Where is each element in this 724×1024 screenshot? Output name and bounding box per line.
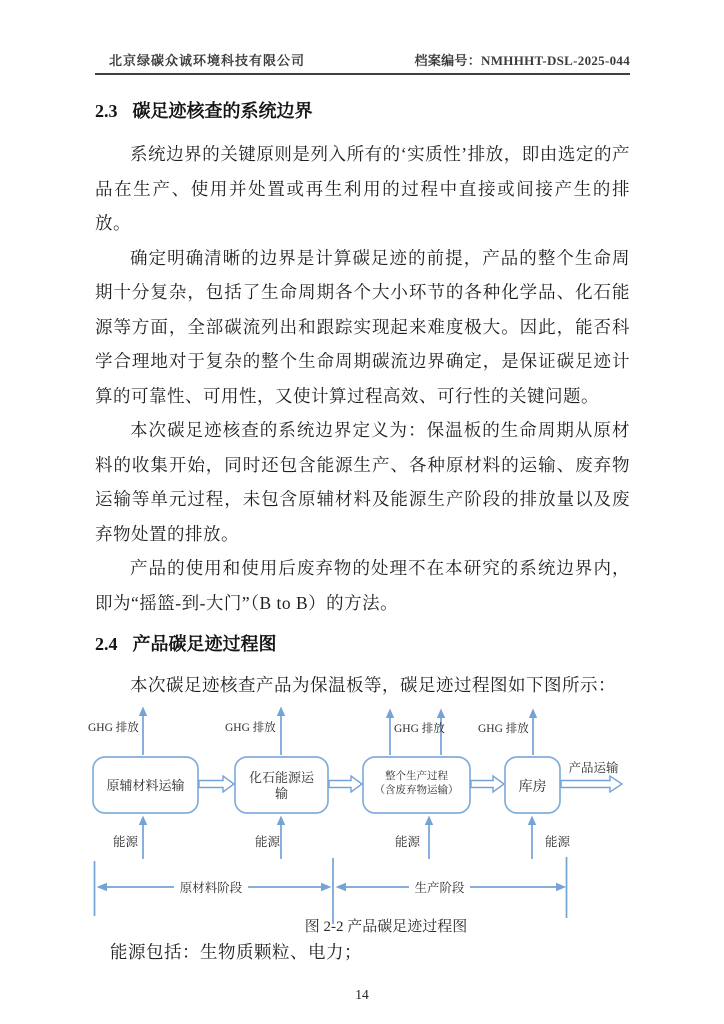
page-content [0,100,724,703]
header-rule [95,73,630,75]
ghg-arrow-3a [386,708,394,755]
doc-id-label: 档案编号： [414,53,482,68]
carbon-footprint-flow-diagram [0,703,724,935]
section-title: 碳足迹核查的系统边界 [132,101,313,121]
paragraph-boundary-complexity: 确定明确清晰的边界是计算碳足迹的前提，产品的整个生命周期十分复杂，包括了生命周期各个大小环节的各种化学品、化石能源等方面，全部碳流列出和跟踪实现起来难度极大。因此，能否科学合理地对于复杂的整个生命周期碳流边界确定，是保证碳足迹计算的可靠性、可用性，又使计算过程高效、可行性的关键问题。 [95,247,630,406]
ghg-label-4: GHG 排放 [478,722,529,735]
energy-label-3: 能源 [395,834,421,849]
energy-arrow-4 [528,815,536,859]
doc-id-number: NMHHHT-DSL-2025-044 [481,53,630,68]
box-fossil-energy-transport-label: 化石能源运输 [248,769,315,801]
energy-arrow-1 [139,815,147,859]
product-transport-label: 产品运输 [568,760,619,775]
paragraph-diagram-intro: 本次碳足迹核查产品为保温板等，碳足迹过程图如下图所示： [130,675,616,695]
ghg-label-2: GHG 排放 [225,721,276,734]
section-heading-2-4 [95,633,630,656]
page-header [0,0,724,69]
ghg-arrow-1 [139,706,147,755]
header-company-name: 北京绿碳众诚环境科技有限公司 [109,53,306,68]
header-doc-id [415,50,630,69]
stage-label-production: 生产阶段 [414,880,465,895]
section-number: 2.4 [95,634,118,654]
box-warehouse-label: 库房 [518,779,547,795]
box-fossil-energy-transport [235,757,328,813]
connector-arrow-2 [329,776,362,792]
ghg-label-3: GHG 排放 [394,722,445,735]
section-heading-2-3 [95,100,630,123]
product-output-arrow [561,776,622,792]
page-number: 14 [355,986,369,1002]
ghg-arrow-4 [529,708,537,755]
box-production-process-label: 整个生产过程（含废弃物运输） [374,770,459,796]
figure-caption: 图 2-2 产品碳足迹过程图 [304,918,468,935]
energy-arrow-3 [425,815,433,859]
paragraph-system-boundary-principle: 系统边界的关键原则是列入所有的‘实质性’排放，即由选定的产品在生产、使用并处置或再生利用的过程中直接或间接产生的排放。 [95,144,630,233]
energy-label-1: 能源 [113,834,139,849]
connector-arrow-3 [471,776,504,792]
energy-note: 能源包括：生物质颗粒、电力； [110,941,362,962]
box-raw-material-transport-label: 原辅材料运输 [106,777,185,793]
section-title: 产品碳足迹过程图 [132,634,277,654]
energy-label-2: 能源 [255,834,281,849]
paragraph-boundary-definition: 本次碳足迹核查的系统边界定义为：保温板的生命周期从原材料的收集开始，同时还包含能源生产、各种原材料的运输、废弃物运输等单元过程，未包含原辅材料及能源生产阶段的排放量以及废弃物处置的排放。 [95,420,630,544]
stage-label-raw-material: 原材料阶段 [179,880,243,895]
paragraph-b-to-b-method: 产品的使用和使用后废弃物的处理不在本研究的系统边界内，即为“摇篮-到-大门”（B to B）的方法。 [95,558,630,613]
energy-label-4: 能源 [545,834,571,849]
ghg-label-1: GHG 排放 [88,721,139,734]
connector-arrow-1 [199,776,234,792]
section-number: 2.3 [95,101,118,121]
ghg-arrow-2 [277,706,285,755]
